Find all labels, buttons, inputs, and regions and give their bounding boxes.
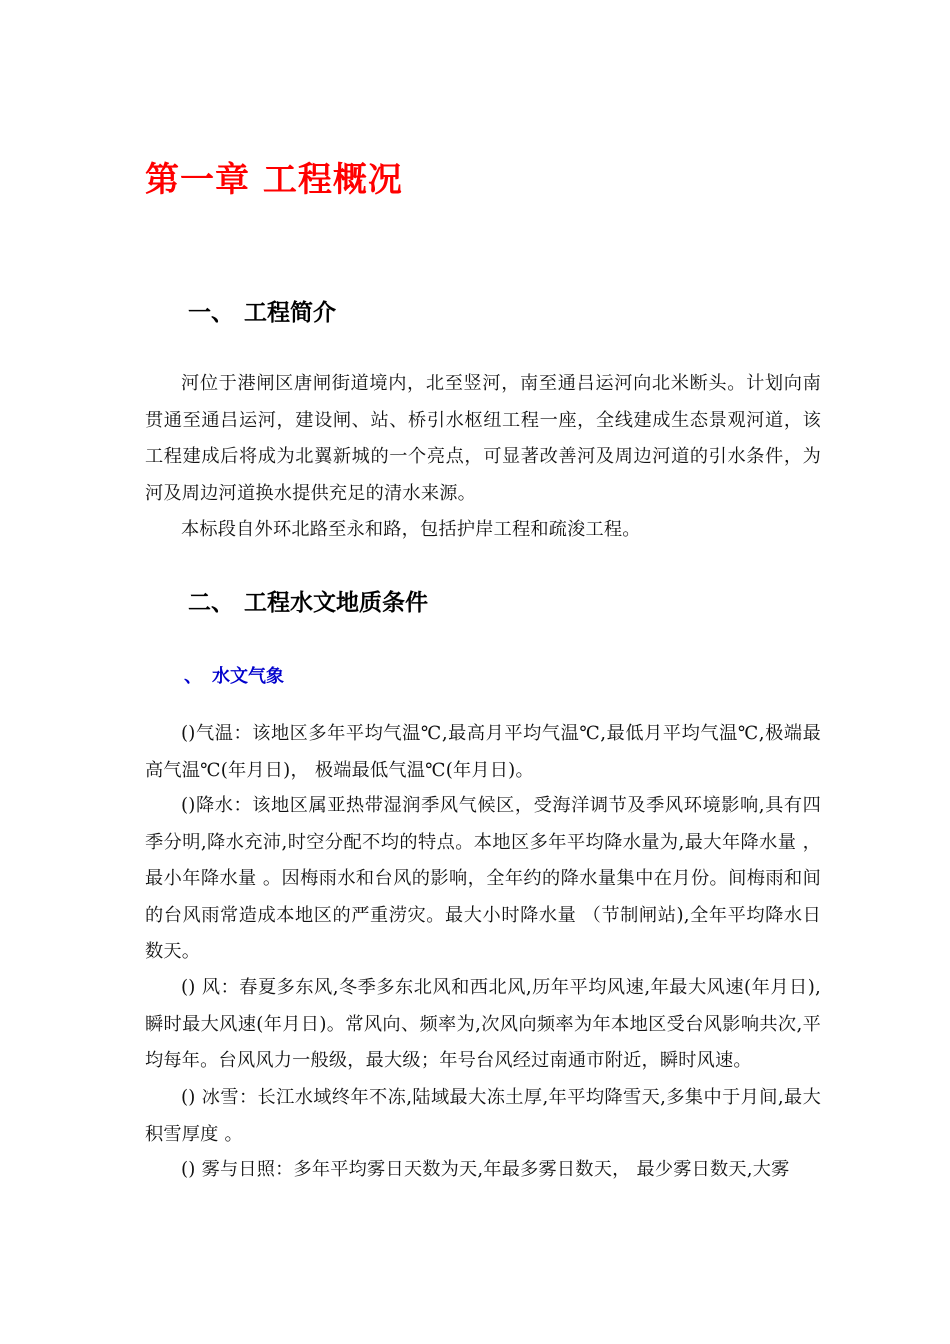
- section-heading-hydrogeology: [188, 584, 428, 617]
- paragraph-ice-snow: () 冰雪：长江水域终年不冻,陆域最大冻土厚,年平均降雪天,多集中于月间,最大积雪厚度 。: [145, 1087, 821, 1145]
- paragraph: 本标段自外环北路至永和路，包括护岸工程和疏浚工程。: [181, 519, 641, 540]
- section-heading-intro: [188, 294, 336, 327]
- subsection-heading-hydrometeorology: [184, 662, 284, 688]
- subsection-title-text: 水文气象: [212, 666, 284, 687]
- section-title-text: 工程水文地质条件: [244, 590, 428, 616]
- paragraph-precipitation: ()降水：该地区属亚热带湿润季风气候区，受海洋调节及季风环境影响,具有四季分明,降水充沛,时空分配不均的特点。本地区多年平均降水量为,最大年降水量 ， 最小年降水量 。因梅雨水和台风的影响，全年约的降水量集中在月份。间梅雨和间的台风雨常造成本地区的严重涝灾。最大小时降水量 （节制闸站),全年平均降水日数天。: [145, 795, 821, 963]
- section-number: 二、: [188, 590, 234, 616]
- chapter-title: 第一章 工程概况: [145, 160, 403, 200]
- paragraph-temperature: ()气温：该地区多年平均气温℃,最高月平均气温℃,最低月平均气温℃,极端最高气温℃(年月日)， 极端最低气温℃(年月日)。: [145, 723, 821, 781]
- section-title-text: 工程简介: [244, 300, 336, 326]
- paragraph-wind: () 风：春夏多东风,冬季多东北风和西北风,历年平均风速,年最大风速(年月日),瞬时最大风速(年月日)。常风向、频率为,次风向频率为年本地区受台风影响共次,平均每年。台风风力一般级，最大级；年号台风经过南通市附近，瞬时风速。: [145, 977, 821, 1072]
- subsection-number: 、: [184, 666, 202, 687]
- paragraph-fog-sunshine: () 雾与日照：多年平均雾日天数为天,年最多雾日数天， 最少雾日数天,大雾: [181, 1159, 790, 1180]
- section-number: 一、: [188, 300, 234, 326]
- paragraph: 河位于港闸区唐闸街道境内，北至竖河，南至通吕运河向北米断头。计划向南贯通至通吕运河，建设闸、站、桥引水枢纽工程一座，全线建成生态景观河道，该工程建成后将成为北翼新城的一个亮点，可显著改善河及周边河道的引水条件，为河及周边河道换水提供充足的清水来源。: [145, 373, 821, 504]
